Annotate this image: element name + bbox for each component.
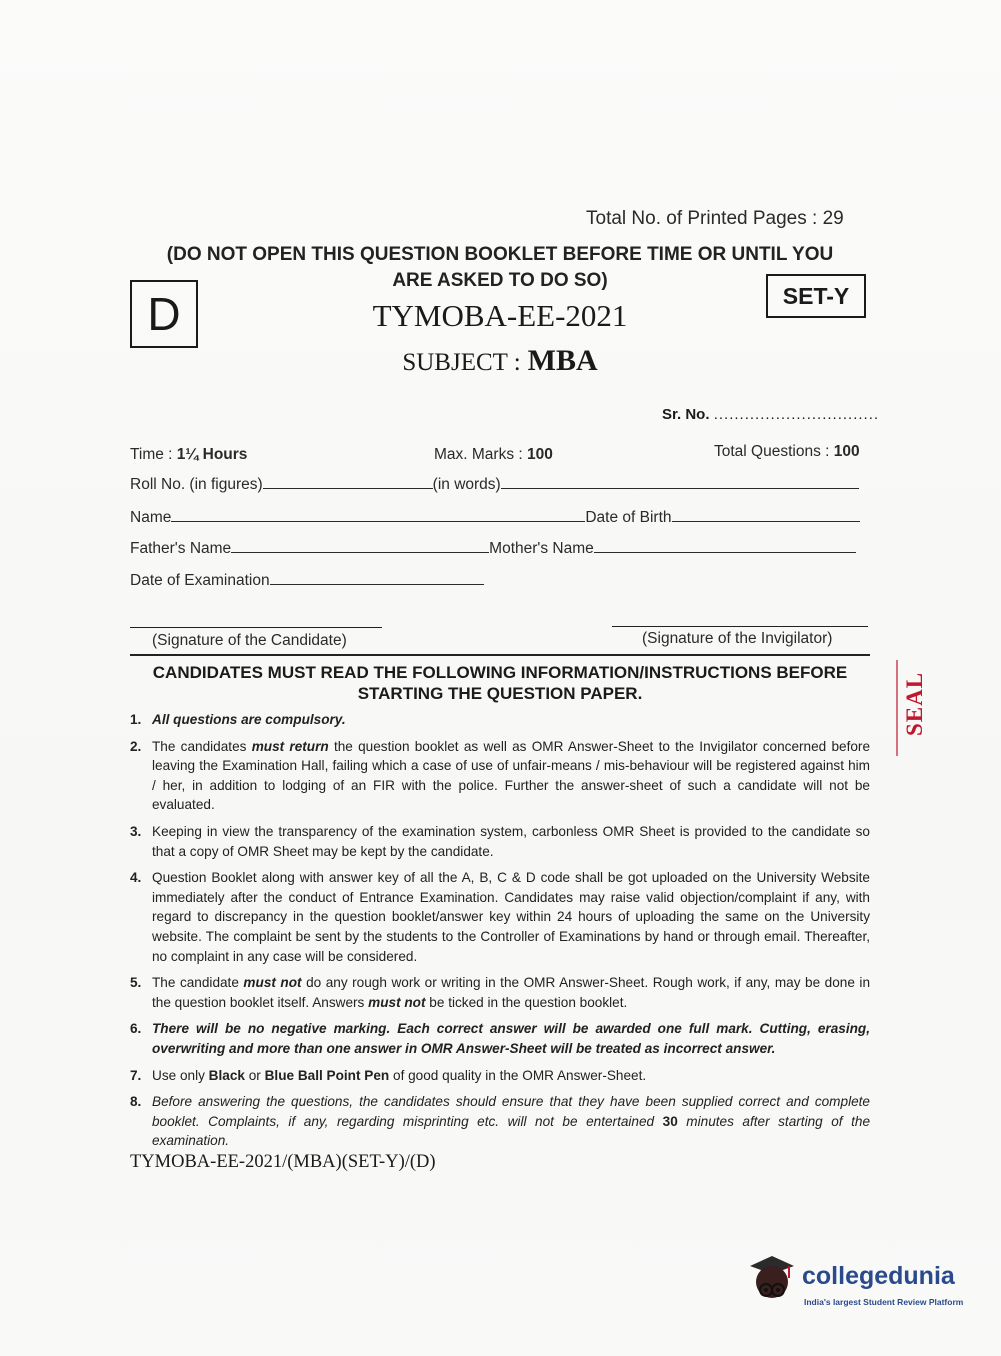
mother-name-field[interactable] [594,538,856,553]
instructions-heading-line-2: STARTING THE QUESTION PAPER. [357,684,643,703]
time-label: Time : [130,446,177,463]
printed-pages-count: Total No. of Printed Pages : 29 [586,208,844,229]
booklet-code-box: D [130,280,198,348]
time-value: 1¼ Hours [176,446,248,463]
father-name-label: Father's Name [130,540,232,557]
serial-number-field[interactable]: ................................ [713,406,880,423]
instruction-item: 3. Keeping in view the transparency of the examination system, carbonless OMR Sheet is provided to the candidate so that a copy of OMR Sheet may be kept by the candidate. [130,823,870,859]
name-field[interactable] [171,507,585,522]
instruction-item: 1. All questions are compulsory. [130,712,346,727]
instruction-item: 2. The candidates must return the question booklet as well as OMR Answer-Sheet to the Invigilator concerned before leaving the Examination Hall, failing which a case of use of unfair-means / mis-behaviour will be registered against him / her, in addition to lodging of an FIR with the police. Further the answer-sheet of such a candidate will not be evaluated. [130,738,871,813]
candidate-signature-label: (Signature of the Candidate) [152,632,347,649]
subject-value: MBA [527,344,598,377]
collegedunia-logo-text: collegedunia [802,1262,955,1290]
total-questions-value: 100 [833,443,860,460]
warning-line-1: (DO NOT OPEN THIS QUESTION BOOKLET BEFORE TIME OR UNTIL YOU [166,244,834,265]
dob-field[interactable] [672,507,860,522]
roll-figures-label: Roll No. (in figures) [130,476,263,493]
instruction-item: 5. The candidate must not do any rough work or writing in the OMR Answer-Sheet. Rough work, if any, may be done in the question booklet itself. Answers must not be ticked in the question booklet. [130,975,871,1010]
candidate-signature-line[interactable] [130,627,382,628]
seal-border [896,660,898,756]
roll-figures-field[interactable] [263,474,433,489]
time-info [130,446,247,464]
total-questions-label: Total Questions : [714,443,834,460]
collegedunia-tagline: India's largest Student Review Platform [804,1297,964,1307]
section-divider [130,654,870,656]
subject-label: SUBJECT : [402,349,521,376]
exam-date-label: Date of Examination [130,572,270,589]
instruction-item: 7. Use only Black or Blue Ball Point Pen of good quality in the OMR Answer-Sheet. [130,1067,647,1083]
mother-name-label: Mother's Name [489,540,594,557]
instruction-item: 4. Question Booklet along with answer key of all the A, B, C & D code shall be got uploaded on the University Website immediately after the conduct of Entrance Examination. Candidates may raise valid objection/complaint if any, with regard to discrepancy in the question booklet/answer key within 24 hours of uploading the same on the University website. The complaint be sent by the students to the Controller of Examinations by hand or through email. Thereafter, no complaint in any case will be considered. [130,870,870,964]
serial-number-label: Sr. No. [662,406,710,423]
roll-words-field[interactable] [501,474,859,489]
warning-line-2: ARE ASKED TO DO SO) [392,270,608,291]
seal-stamp: SEAL [902,671,927,736]
footer-exam-code: TYMOBA-EE-2021/(MBA)(SET-Y)/(D) [130,1152,436,1172]
invigilator-signature-line[interactable] [612,626,868,627]
parents-row [130,538,870,558]
instruction-item: 8. Before answering the questions, the candidates should ensure that they have been supplied correct and complete booklet. Complaints, if any, regarding misprinting etc. will not be entertained 30 minutes after starting of the examination. [130,1094,871,1149]
roll-number-row [130,474,870,494]
roll-words-label: (in words) [432,476,501,493]
father-name-field[interactable] [231,538,489,553]
dob-label: Date of Birth [585,509,672,526]
collegedunia-mascot-icon [744,1252,798,1306]
set-box: SET-Y [766,274,866,318]
instructions-list [130,710,870,1158]
max-marks-info [434,446,553,464]
serial-number [662,406,879,423]
max-marks-value: 100 [527,446,553,463]
invigilator-signature-label: (Signature of the Invigilator) [642,630,833,647]
exam-date-field[interactable] [270,570,484,585]
exam-date-row [130,570,484,590]
instructions-heading-line-1: CANDIDATES MUST READ THE FOLLOWING INFORMATION/INSTRUCTIONS BEFORE [152,663,848,682]
instructions-heading [130,662,870,704]
instruction-item: 6. There will be no negative marking. Each correct answer will be awarded one full mark. Cutting, erasing, overwriting and more than one answer in OMR Answer-Sheet will be treated as incorrect answer. [130,1021,870,1056]
name-row [130,507,870,527]
max-marks-label: Max. Marks : [434,446,528,463]
subject-title [300,344,700,378]
total-questions-info [714,443,860,461]
name-label: Name [130,509,172,526]
exam-code-title: TYMOBA-EE-2021 [372,298,628,333]
